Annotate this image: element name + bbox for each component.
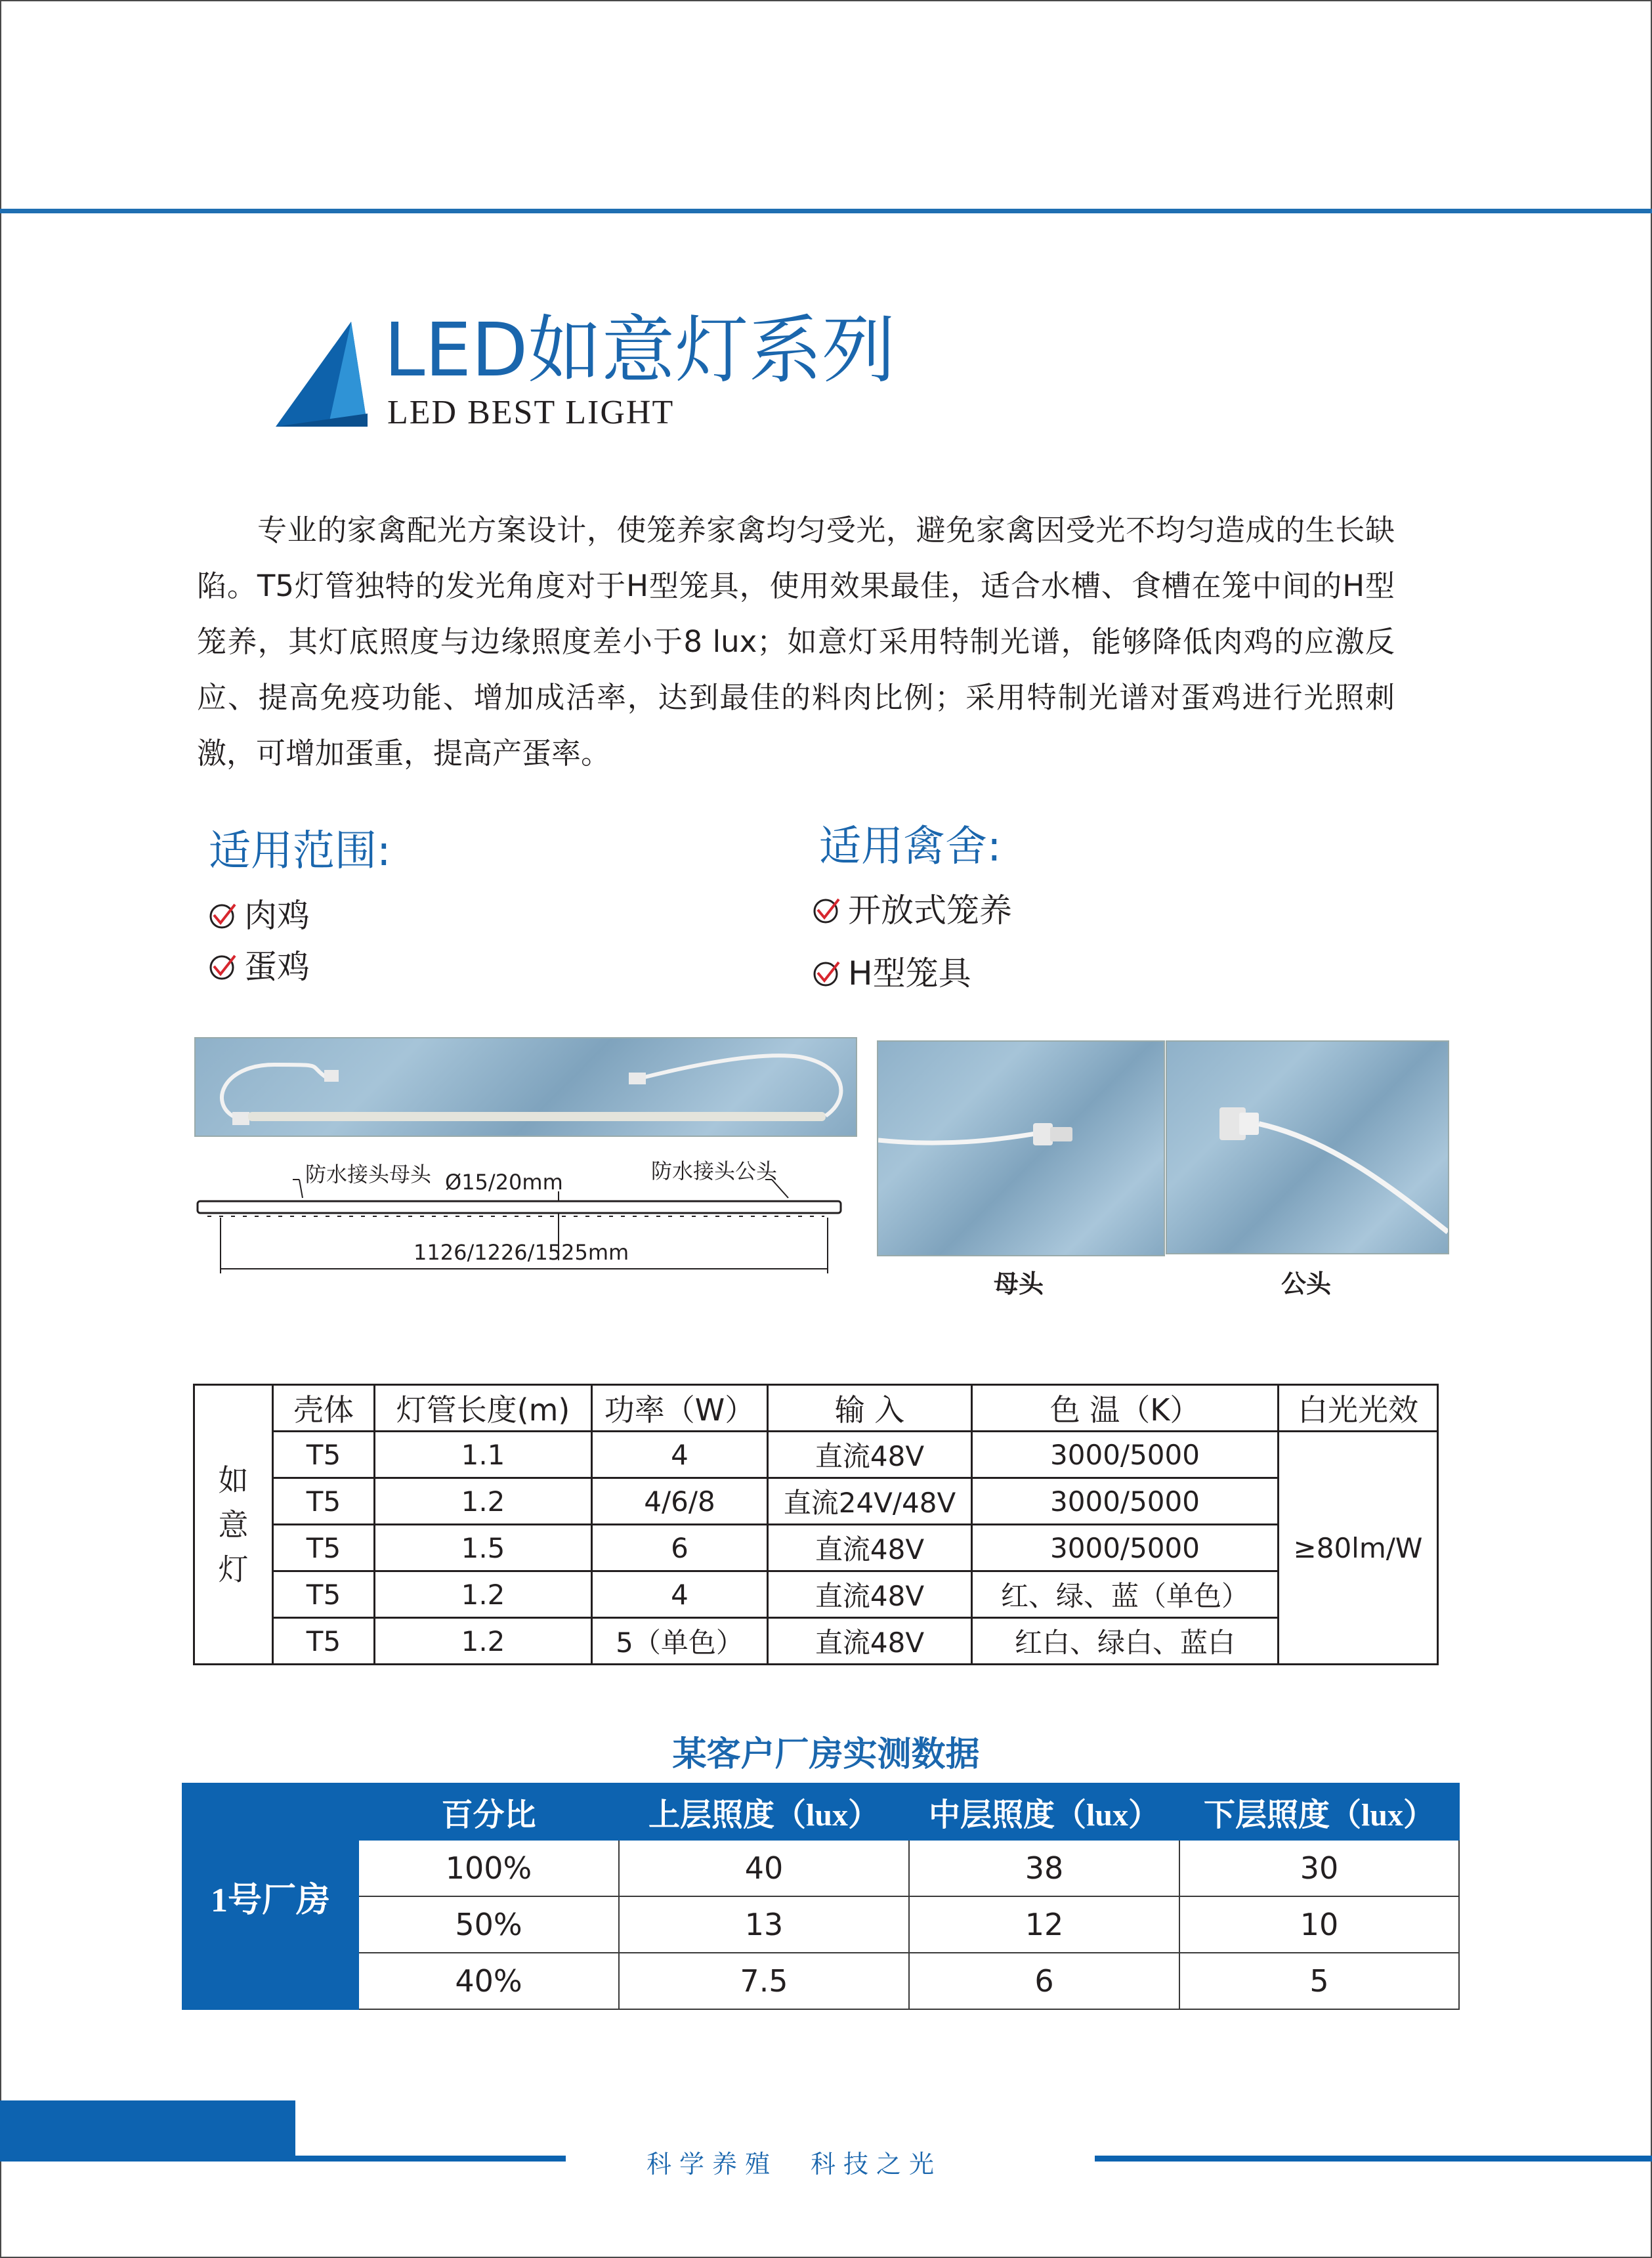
cell: 3000/5000	[972, 1478, 1279, 1525]
cell: 1.5	[375, 1525, 592, 1571]
group-cell	[194, 1385, 273, 1665]
page-title: LED如意灯系列	[384, 308, 896, 393]
lamp-illustration	[196, 1038, 856, 1136]
lamp-photo	[194, 1037, 857, 1137]
footer-block	[0, 2100, 295, 2157]
cell: 直流24V/48V	[768, 1478, 972, 1525]
measurement-title: 某客户厂房实测数据	[672, 1735, 980, 1774]
cell: 3000/5000	[972, 1525, 1279, 1571]
spec-table	[193, 1384, 1439, 1665]
footer-rule-right	[1095, 2156, 1652, 2162]
header-cell: 百分比	[358, 1783, 619, 1840]
cell: 30	[1179, 1840, 1459, 1896]
scope-item	[209, 948, 310, 986]
housing-item	[813, 891, 1012, 929]
female-connector-photo	[877, 1040, 1165, 1256]
measurement-table	[182, 1783, 1460, 2010]
scope-item-label: 蛋鸡	[244, 948, 310, 986]
header-cell: 灯管长度(m)	[375, 1385, 592, 1432]
footer-slogan: 科学养殖 科技之光	[646, 2150, 942, 2179]
check-circle-icon	[209, 902, 236, 929]
female-caption: 母头	[994, 1269, 1044, 1298]
table-row	[194, 1385, 1438, 1432]
cell: 1.2	[375, 1478, 592, 1525]
cell: 4/6/8	[592, 1478, 768, 1525]
cell: T5	[273, 1571, 375, 1618]
check-circle-icon	[813, 960, 840, 987]
table-row	[182, 1896, 1459, 1953]
cell: 50%	[358, 1896, 619, 1953]
check-circle-icon	[209, 953, 236, 981]
cell: 5（单色）	[592, 1618, 768, 1665]
cell: 40	[619, 1840, 909, 1896]
diameter-label: Ø15/20mm	[445, 1170, 563, 1195]
table-row	[194, 1525, 1438, 1571]
cell: 1.2	[375, 1618, 592, 1665]
housing-item-label: 开放式笼养	[848, 891, 1012, 929]
cell: T5	[273, 1525, 375, 1571]
cell: 4	[592, 1432, 768, 1478]
scope-item	[209, 897, 310, 935]
table-row	[182, 1840, 1459, 1896]
cell: 100%	[358, 1840, 619, 1896]
scope-item-label: 肉鸡	[244, 897, 310, 935]
room-cell: 1号厂房	[182, 1783, 358, 2009]
header-cell: 上层照度（lux）	[619, 1783, 909, 1840]
cell: 3000/5000	[972, 1432, 1279, 1478]
housing-item	[813, 954, 971, 992]
table-row	[194, 1478, 1438, 1525]
header-cell: 功率（W）	[592, 1385, 768, 1432]
cell: 12	[909, 1896, 1179, 1953]
cell: T5	[273, 1432, 375, 1478]
header-cell: 输 入	[768, 1385, 972, 1432]
connector-illustration	[1167, 1042, 1448, 1253]
cell: 5	[1179, 1953, 1459, 2009]
cell: 1.1	[375, 1432, 592, 1478]
housing-title: 适用禽舍:	[819, 822, 1002, 871]
cell: 直流48V	[768, 1618, 972, 1665]
connector-illustration	[878, 1042, 1164, 1255]
page-subtitle: LED BEST LIGHT	[387, 394, 675, 431]
male-connector-photo	[1166, 1040, 1449, 1254]
table-row	[182, 1783, 1459, 1840]
scope-title: 适用范围:	[209, 827, 391, 876]
cell: 1.2	[375, 1571, 592, 1618]
header-cell: 中层照度（lux）	[909, 1783, 1179, 1840]
table-row	[194, 1571, 1438, 1618]
male-connector-label: 防水接头公头	[651, 1159, 778, 1183]
top-rule	[0, 209, 1652, 213]
cell: 10	[1179, 1896, 1459, 1953]
cell: 38	[909, 1840, 1179, 1896]
cell: 6	[592, 1525, 768, 1571]
cell: 直流48V	[768, 1571, 972, 1618]
cell: T5	[273, 1618, 375, 1665]
header-cell: 色 温（K）	[972, 1385, 1279, 1432]
header-cell: 壳体	[273, 1385, 375, 1432]
group-label: 如意灯	[218, 1462, 249, 1587]
cell: 13	[619, 1896, 909, 1953]
header-cell: 下层照度（lux）	[1179, 1783, 1459, 1840]
cell: 直流48V	[768, 1432, 972, 1478]
cell: 红白、绿白、蓝白	[972, 1618, 1279, 1665]
cell: 6	[909, 1953, 1179, 2009]
table-row	[194, 1432, 1438, 1478]
cell: 直流48V	[768, 1525, 972, 1571]
table-row	[182, 1953, 1459, 2009]
male-caption: 公头	[1281, 1269, 1332, 1298]
cell: 4	[592, 1571, 768, 1618]
female-connector-label: 防水接头母头	[305, 1162, 432, 1187]
table-row	[194, 1618, 1438, 1665]
housing-item-label: H型笼具	[848, 954, 971, 992]
check-circle-icon	[813, 897, 840, 924]
length-label: 1126/1226/1525mm	[413, 1240, 629, 1265]
footer-rule-left	[0, 2156, 566, 2162]
cell: 7.5	[619, 1953, 909, 2009]
intro-paragraph: 专业的家禽配光方案设计，使笼养家禽均匀受光，避免家禽因受光不均匀造成的生长缺陷。T5灯管独特的发光角度对于H型笼具，使用效果最佳，适合水槽、食槽在笼中间的H型笼养，其灯底照度与边缘照度差小于8 lux；如意灯采用特制光谱，能够降低肉鸡的应激反应、提高免疫功能、增加成活率，达到最佳的料肉比例；采用特制光谱对蛋鸡进行光照刺激，可增加蛋重，提高产蛋率。	[197, 513, 1395, 771]
header-cell: 白光光效	[1279, 1385, 1438, 1432]
sail-logo-icon	[276, 322, 368, 430]
cell: T5	[273, 1478, 375, 1525]
efficacy-cell: ≥80lm/W	[1279, 1432, 1438, 1665]
cell: 红、绿、蓝（单色）	[972, 1571, 1279, 1618]
cell: 40%	[358, 1953, 619, 2009]
